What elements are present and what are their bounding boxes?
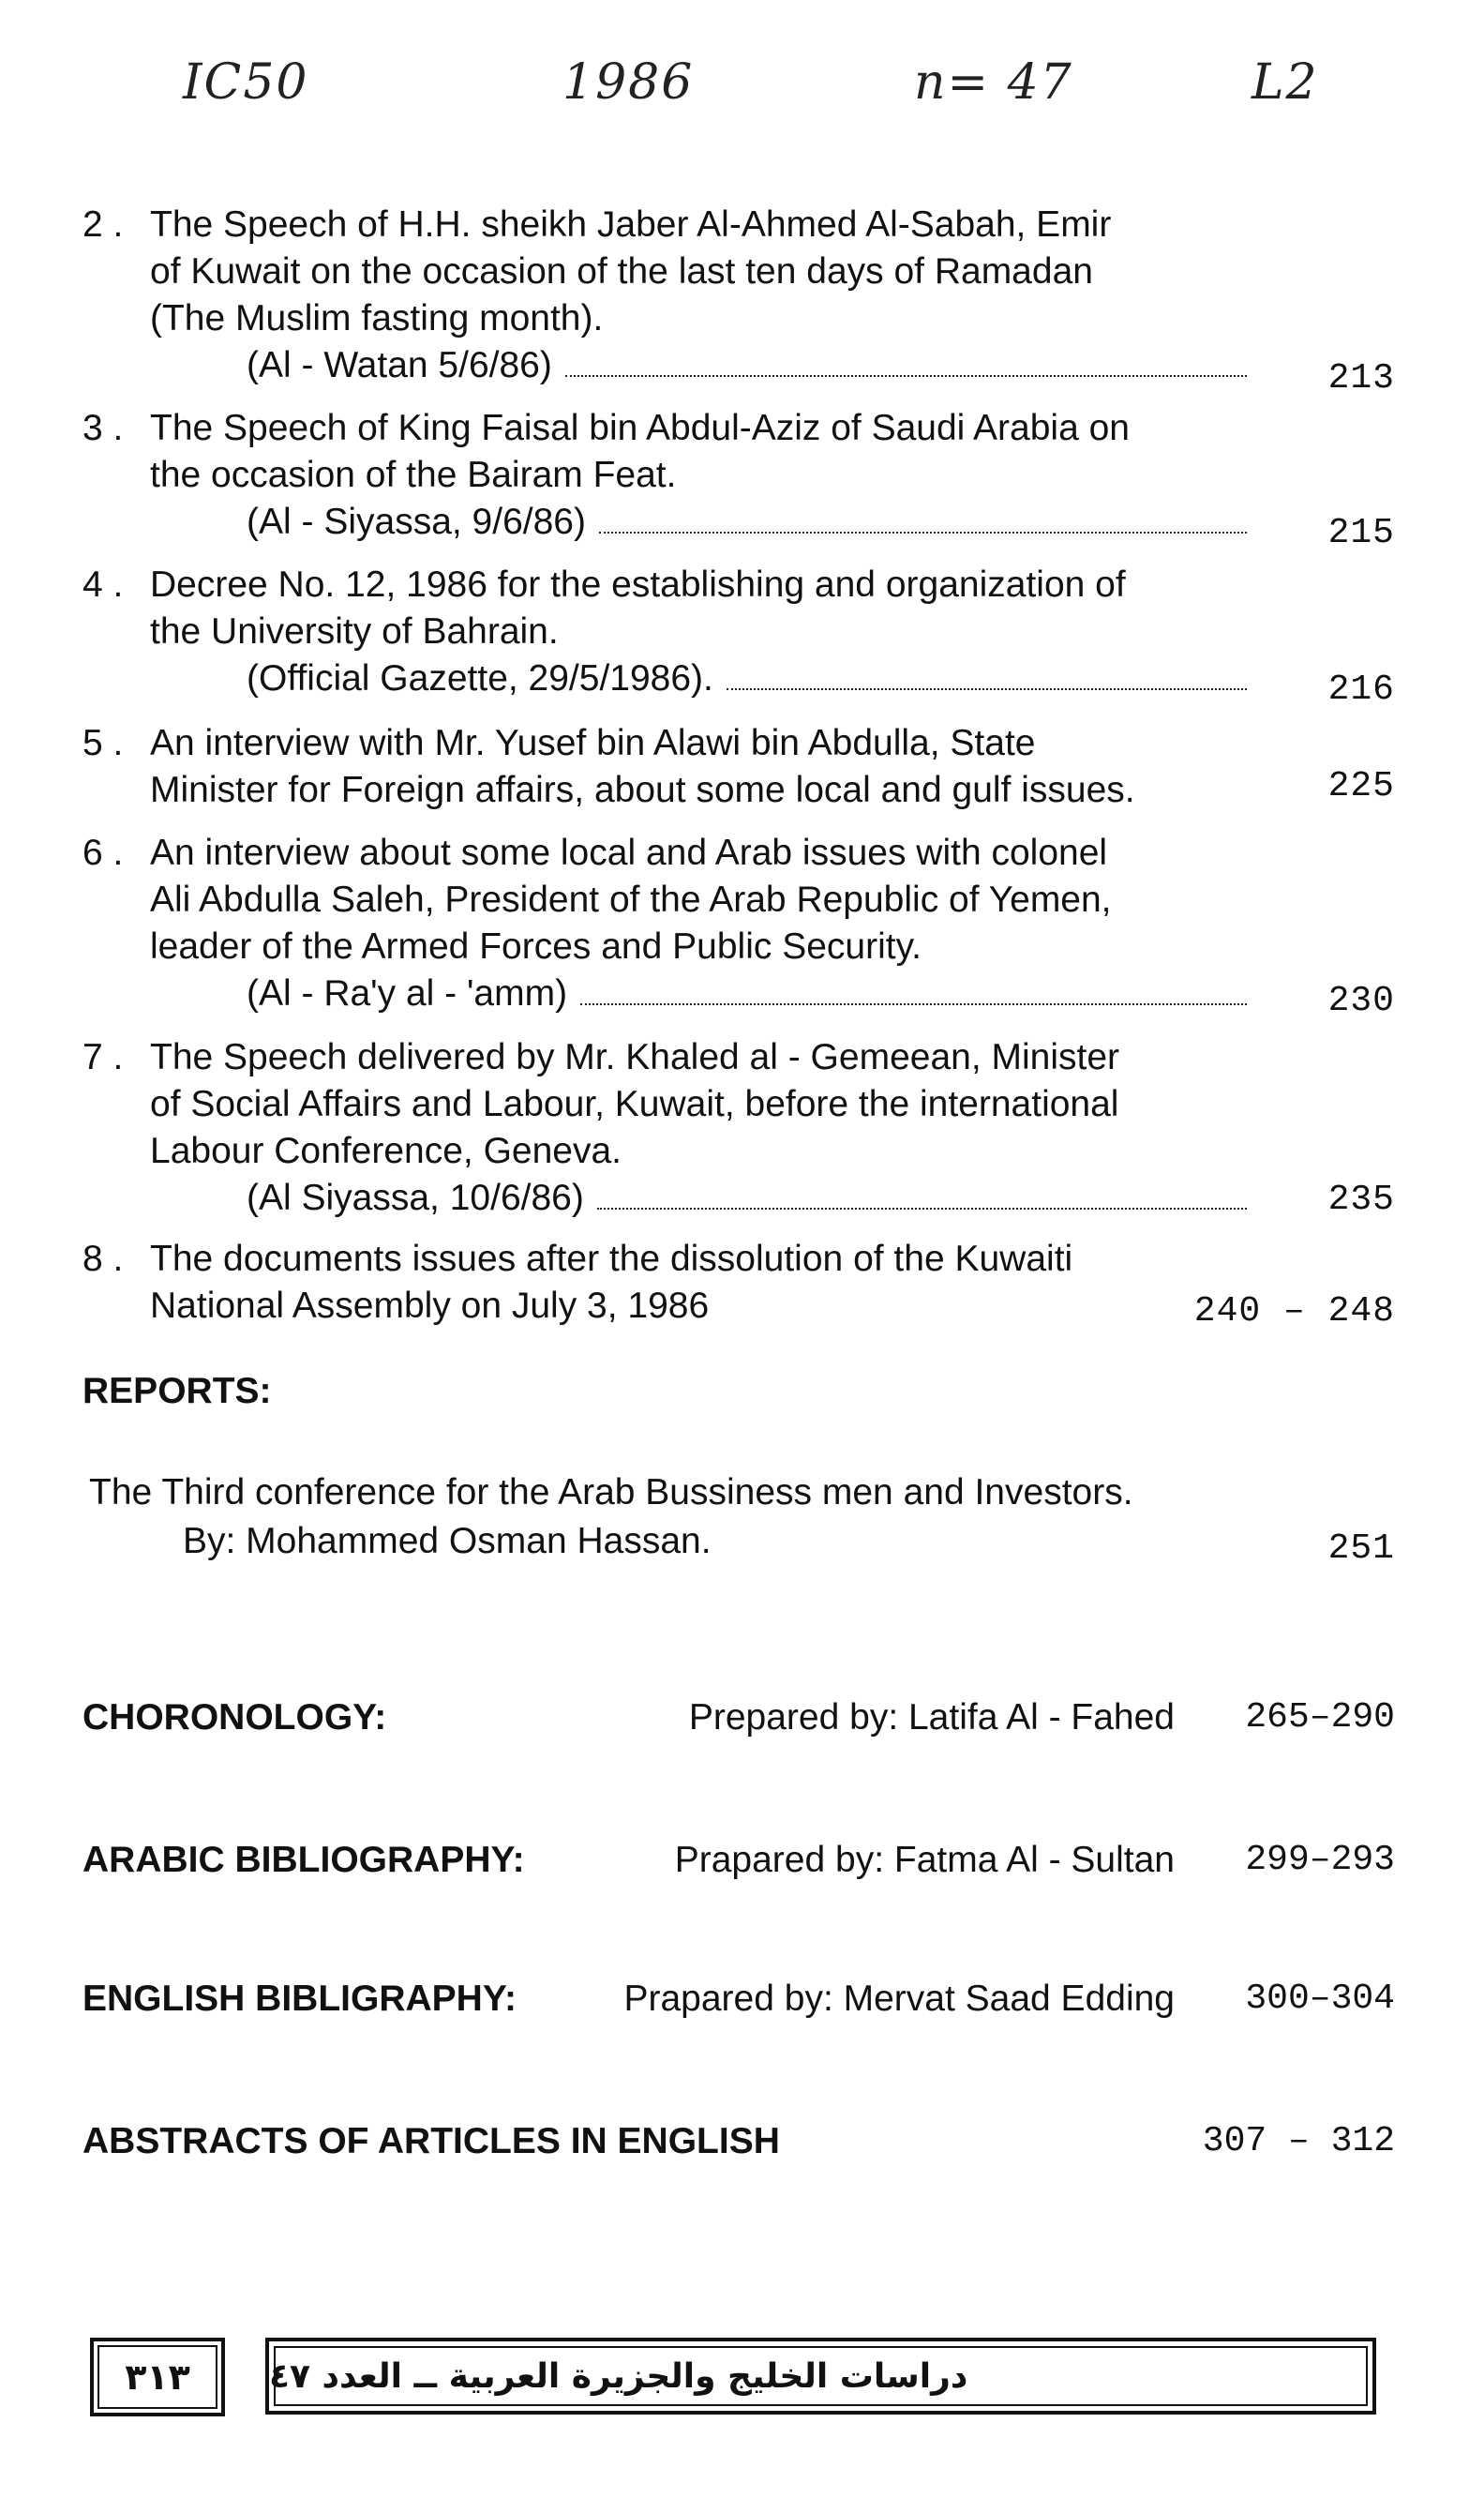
- footer-page-number: ٣١٣: [90, 2338, 225, 2416]
- section-pages: 265–290: [1245, 1697, 1395, 1738]
- dot-leader: [565, 374, 1247, 377]
- entry-source: (Al - Siyassa, 9/6/86): [247, 502, 586, 542]
- handwritten-note-1: IC50: [183, 54, 309, 111]
- entry-number: 6 .: [82, 833, 124, 873]
- reports-heading: REPORTS:: [82, 1371, 272, 1411]
- entry-line: National Assembly on July 3, 1986: [150, 1286, 710, 1326]
- section-heading: CHORONOLOGY:: [82, 1697, 387, 1738]
- toc-entry-4: [82, 562, 1395, 710]
- entry-source: (Al Siyassa, 10/6/86): [247, 1178, 584, 1218]
- toc-entry-5: [82, 720, 1395, 814]
- section-prepared-by: Prapared by: Mervat Saad Edding: [623, 1979, 1175, 2019]
- handwritten-note-4: L2: [1252, 54, 1319, 111]
- dot-leader: [580, 1002, 1247, 1005]
- entry-number: 3 .: [82, 408, 124, 448]
- entry-line: The Speech of H.H. sheikh Jaber Al-Ahmed Al-Sabah, Emir: [150, 204, 1112, 245]
- entry-line: the University of Bahrain.: [150, 611, 559, 652]
- section-heading: ENGLISH BIBLIGRAPHY:: [82, 1979, 517, 2019]
- entry-source: (Al - Ra'y al - 'amm): [247, 973, 568, 1014]
- toc-entry-7: [82, 1034, 1395, 1222]
- section-chronology: [82, 1697, 1395, 1744]
- report-title: The Third conference for the Arab Bussiness men and Investors.: [89, 1472, 1133, 1512]
- section-heading: ARABIC BIBLIOGRAPHY:: [82, 1840, 525, 1880]
- section-abstracts: [82, 2121, 1395, 2168]
- entry-page: 235: [1327, 1180, 1395, 1220]
- handwritten-note-3: n= 47: [914, 54, 1073, 111]
- entry-page: 225: [1327, 766, 1395, 806]
- entry-line: An interview with Mr. Yusef bin Alawi bin Abdulla, State: [150, 723, 1036, 763]
- section-arabic-bibliography: [82, 1840, 1395, 1887]
- entry-line: The documents issues after the dissolution of the Kuwaiti: [150, 1239, 1073, 1279]
- dot-leader: [599, 531, 1247, 534]
- entry-source: (Official Gazette, 29/5/1986).: [247, 658, 713, 699]
- entry-line: Decree No. 12, 1986 for the establishing and organization of: [150, 564, 1126, 605]
- dot-leader: [597, 1207, 1247, 1210]
- handwritten-note-2: 1986: [562, 54, 695, 111]
- entry-page: 213: [1327, 358, 1395, 399]
- entry-line: of Kuwait on the occasion of the last ten days of Ramadan: [150, 251, 1093, 292]
- entry-number: 8 .: [82, 1239, 124, 1279]
- entry-line: (The Muslim fasting month).: [150, 298, 604, 339]
- entry-line: leader of the Armed Forces and Public Security.: [150, 926, 922, 967]
- entry-line: Ali Abdulla Saleh, President of the Arab Republic of Yemen,: [150, 880, 1112, 920]
- section-prepared-by: Prepared by: Latifa Al - Fahed: [688, 1697, 1175, 1738]
- entry-number: 4 .: [82, 564, 124, 605]
- dot-leader: [727, 687, 1247, 690]
- entry-line: Labour Conference, Geneva.: [150, 1131, 622, 1171]
- footer-journal-title: دراسات الخليج والجزيرة العربية ــ العدد ٤٧: [265, 2338, 1376, 2415]
- entry-number: 7 .: [82, 1037, 124, 1077]
- report-author: By: Mohammed Osman Hassan.: [183, 1521, 712, 1561]
- entry-number: 5 .: [82, 723, 124, 763]
- toc-entry-8: [82, 1236, 1395, 1330]
- entry-page: 216: [1327, 670, 1395, 710]
- entry-line: Minister for Foreign affairs, about some local and gulf issues.: [150, 770, 1135, 810]
- section-pages: 300–304: [1245, 1979, 1395, 2019]
- entry-line: The Speech of King Faisal bin Abdul-Aziz of Saudi Arabia on: [150, 408, 1130, 448]
- entry-line: the occasion of the Bairam Feat.: [150, 455, 677, 495]
- entry-line: of Social Affairs and Labour, Kuwait, before the international: [150, 1084, 1119, 1124]
- report-page: 251: [1327, 1528, 1395, 1569]
- entry-source: (Al - Watan 5/6/86): [247, 345, 552, 385]
- section-pages: 307 – 312: [1202, 2121, 1395, 2161]
- section-prepared-by: Prapared by: Fatma Al - Sultan: [674, 1840, 1175, 1880]
- entry-line: An interview about some local and Arab issues with colonel: [150, 833, 1108, 873]
- toc-entry-3: [82, 405, 1395, 553]
- entry-line: The Speech delivered by Mr. Khaled al - Gemeean, Minister: [150, 1037, 1120, 1077]
- section-heading: ABSTRACTS OF ARTICLES IN ENGLISH: [82, 2121, 780, 2161]
- entry-page: 215: [1327, 513, 1395, 553]
- entry-page: 230: [1327, 981, 1395, 1021]
- entry-number: 2 .: [82, 204, 124, 245]
- toc-entry-6: [82, 830, 1395, 1021]
- toc-entry-2: [82, 202, 1395, 399]
- section-pages: 299–293: [1245, 1840, 1395, 1880]
- entry-page: 240 – 248: [1193, 1291, 1395, 1332]
- section-english-bibliography: [82, 1979, 1395, 2025]
